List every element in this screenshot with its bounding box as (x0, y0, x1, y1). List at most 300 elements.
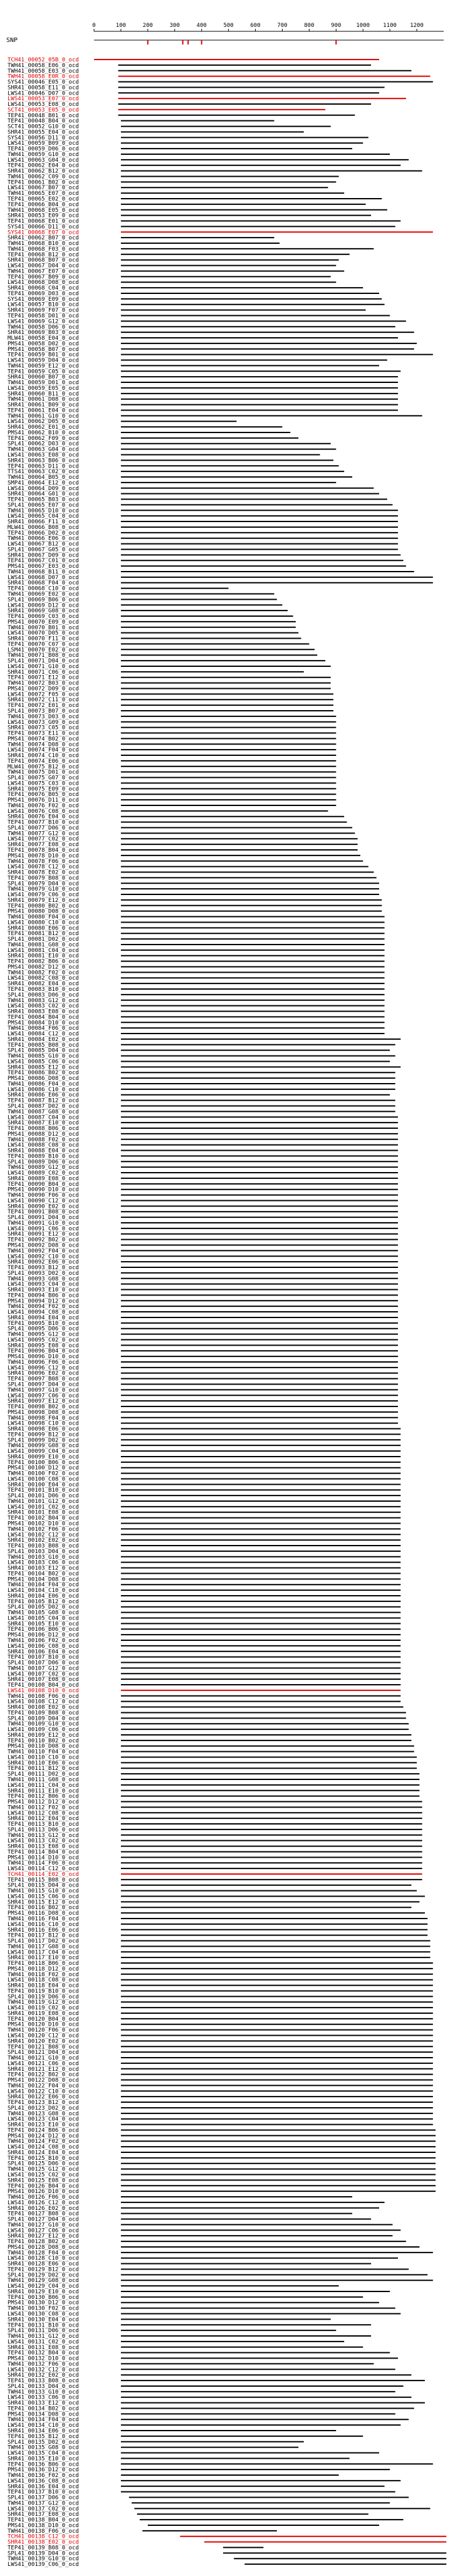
row-label: TWH41_00105_G08_0_ocd (8, 1610, 79, 1616)
row-label: LWS41_00059_B09_0_ocd (8, 140, 79, 147)
row-label: SPL41_00099_D02_0_ocd (8, 1437, 79, 1444)
row-label: TEP41_00120_B04_0_ocd (8, 2016, 79, 2023)
row-label: TEP41_00110_B02_0_ocd (8, 1737, 79, 1744)
row-label: TWH41_00058_E03_0_ocd (8, 68, 79, 75)
row-label: SHR41_00126_E02_0_ocd (8, 2205, 79, 2212)
row-label: MLW41_00075_B12_0_ocd (8, 763, 79, 770)
row-label: LWS41_00129_C04_0_ocd (8, 2283, 79, 2290)
row-label: SHR41_00132_E02_0_ocd (8, 2372, 79, 2379)
row-label: PMS41_00078_D10_0_ocd (8, 852, 79, 859)
row-label: SHR41_00066_F11_0_ocd (8, 519, 79, 526)
read-rows (8, 57, 446, 2568)
row-label: TEP41_00066_D02_0_ocd (8, 530, 79, 537)
row-label: SHR41_00053_E09_0_ocd (8, 212, 79, 219)
row-label: LWS41_00082_C08_0_ocd (8, 975, 79, 982)
row-label: LWS41_00068_D07_0_ocd (8, 574, 79, 581)
row-label: SPL41_00081_D02_0_ocd (8, 936, 79, 943)
row-label: TWH41_00090_F06_0_ocd (8, 1192, 79, 1199)
row-label: TWH41_00092_F04_0_ocd (8, 1248, 79, 1255)
row-label: PMS41_00082_D12_0_ocd (8, 964, 79, 971)
row-label: LWS41_00069_D12_0_ocd (8, 602, 79, 609)
row-label: TEP41_00124_B06_0_ocd (8, 2127, 79, 2134)
row-label: LWS41_00130_C08_0_ocd (8, 2311, 79, 2318)
row-label: SPL41_00123_D02_0_ocd (8, 2105, 79, 2112)
row-label: TEP41_00084_B04_0_ocd (8, 1014, 79, 1021)
row-label: TEP41_00068_C10_0_ocd (8, 585, 79, 592)
row-label: TWH41_00068_E05_0_ocd (8, 207, 79, 214)
row-label: LWS41_00075_C03_0_ocd (8, 780, 79, 787)
row-label: TEP41_00048_B01_0_ocd (8, 112, 79, 119)
row-label: PMS41_00058_D02_0_ocd (8, 340, 79, 347)
row-label: SHR41_00100_E04_0_ocd (8, 1482, 79, 1489)
row-label: LWS41_00081_C04_0_ocd (8, 947, 79, 954)
row-label: LWS41_00109_C06_0_ocd (8, 1727, 79, 1734)
row-label: LWS41_00123_C04_0_ocd (8, 2116, 79, 2123)
row-label: TEP41_00070_C07_0_ocd (8, 641, 79, 648)
row-label: LWS41_00131_C02_0_ocd (8, 2338, 79, 2345)
row-label: TWH41_00109_G10_0_ocd (8, 1721, 79, 1728)
row-label: LWS41_00111_C04_0_ocd (8, 1782, 79, 1789)
row-label: TWH41_00094_F02_0_ocd (8, 1304, 79, 1311)
row-label: SHR41_00099_E10_0_ocd (8, 1453, 79, 1460)
row-label: TEP41_00108_B04_0_ocd (8, 1682, 79, 1689)
row-label: SHR41_00131_E08_0_ocd (8, 2344, 79, 2351)
row-label: SPL41_00077_D06_0_ocd (8, 825, 79, 832)
row-label: SHR41_00074_C10_0_ocd (8, 753, 79, 760)
row-label: TWH41_00107_G12_0_ocd (8, 1665, 79, 1672)
row-label: SPL41_00125_D06_0_ocd (8, 2160, 79, 2167)
row-label: TWH41_00068_B10_0_ocd (8, 241, 79, 248)
row-label: SHR41_00069_F07_0_ocd (8, 307, 79, 314)
row-label: TEP41_00136_B06_0_ocd (8, 2461, 79, 2468)
row-label: TWH41_00118_F02_0_ocd (8, 1971, 79, 1978)
row-label: LWS41_00114_C12_0_ocd (8, 1866, 79, 1873)
row-label: SPL41_00137_D06_0_ocd (8, 2495, 79, 2501)
row-label: TWH41_00120_F06_0_ocd (8, 2027, 79, 2034)
snp-label: SNP (6, 37, 18, 44)
row-label: LSM41_00070_E02_0_ocd (8, 647, 79, 654)
row-label: SPL41_00097_D04_0_ocd (8, 1381, 79, 1388)
row-label: TWH41_00074_D08_0_ocd (8, 741, 79, 748)
row-label: SPL41_00107_D06_0_ocd (8, 1660, 79, 1667)
row-label: LWS41_00083_C02_0_ocd (8, 1003, 79, 1010)
row-label: TEP41_00107_B10_0_ocd (8, 1654, 79, 1661)
row-label: TEP41_00102_B04_0_ocd (8, 1515, 79, 1522)
row-label: TWH41_00084_F06_0_ocd (8, 1025, 79, 1032)
row-label: PMS41_00126_D10_0_ocd (8, 2189, 79, 2196)
row-label: TEP41_00063_D11_0_ocd (8, 463, 79, 470)
row-label: SHR41_00112_E04_0_ocd (8, 1816, 79, 1823)
row-label: PMS41_00120_D10_0_ocd (8, 2021, 79, 2028)
x-tick-label: 900 (331, 23, 342, 29)
row-label: TEP41_00115_B08_0_ocd (8, 1877, 79, 1883)
row-label: PMS41_00090_D10_0_ocd (8, 1186, 79, 1193)
row-label: PMS41_00094_D12_0_ocd (8, 1298, 79, 1305)
row-label: TWH41_00070_B01_0_ocd (8, 624, 79, 631)
row-label: TWH41_00068_B11_0_ocd (8, 568, 79, 575)
row-label: LWS41_00046_D07_0_ocd (8, 90, 79, 97)
row-label: SYS41_00066_D11_0_ocd (8, 224, 79, 231)
x-tick-label: 1100 (383, 23, 397, 29)
row-label: TEP41_00069_C03_0_ocd (8, 614, 79, 620)
row-label: LWS41_00134_C10_0_ocd (8, 2422, 79, 2429)
row-label: SPL41_00117_D02_0_ocd (8, 1938, 79, 1945)
row-label: PMS41_00130_D12_0_ocd (8, 2300, 79, 2306)
row-label: TEP41_00080_B02_0_ocd (8, 903, 79, 909)
row-label: SYS41_00046_E05_0_ocd (8, 79, 79, 86)
row-label: TEP41_00138_B04_0_ocd (8, 2517, 79, 2524)
row-label: TEP41_00079_B08_0_ocd (8, 875, 79, 882)
row-label: TWH41_00099_G08_0_ocd (8, 1443, 79, 1450)
row-label: TWH41_00069_E02_0_ocd (8, 591, 79, 598)
row-label: TWH41_00080_F04_0_ocd (8, 914, 79, 921)
row-label: TWH41_00134_F04_0_ocd (8, 2417, 79, 2424)
row-label: SHR41_00118_E04_0_ocd (8, 1982, 79, 1989)
row-label: PMS41_00074_B02_0_ocd (8, 736, 79, 743)
row-label: LWS41_00063_E08_0_ocd (8, 452, 79, 459)
row-label: SHR41_00091_E12_0_ocd (8, 1231, 79, 1238)
row-label: SHR41_00119_E08_0_ocd (8, 2010, 79, 2017)
row-label: MLW41_00058_E04_0_ocd (8, 335, 79, 342)
row-label: SHR41_00090_E02_0_ocd (8, 1203, 79, 1210)
row-label: PMS41_00070_E09_0_ocd (8, 619, 79, 626)
row-label: TEP41_00061_E04_0_ocd (8, 407, 79, 414)
row-label: LWS41_00117_C04_0_ocd (8, 1949, 79, 1956)
row-label: LWS41_00089_C02_0_ocd (8, 1170, 79, 1177)
row-label: SPL41_00131_D06_0_ocd (8, 2328, 79, 2335)
row-label: TWH41_00113_G12_0_ocd (8, 1832, 79, 1839)
row-label: TCH41_00114_E02_0_ocd (8, 1871, 79, 1878)
row-label: SHR41_00081_E10_0_ocd (8, 953, 79, 960)
row-label: LWS41_00104_C10_0_ocd (8, 1588, 79, 1594)
row-label: TEP41_00066_B04_0_ocd (8, 201, 79, 208)
row-label: TWH41_00125_G12_0_ocd (8, 2166, 79, 2173)
row-label: LWS41_00085_C06_0_ocd (8, 1059, 79, 1065)
row-label: PMS41_00104_D08_0_ocd (8, 1576, 79, 1583)
row-label: LWS41_00070_D05_0_ocd (8, 630, 79, 637)
row-label: SPL41_00091_D04_0_ocd (8, 1215, 79, 1222)
row-label: LWS41_00094_C08_0_ocd (8, 1309, 79, 1316)
row-label: SPL41_00113_D06_0_ocd (8, 1826, 79, 1833)
row-label: LWS41_00053_E07_0_ocd (8, 96, 79, 103)
row-label: SHR41_00061_B09_0_ocd (8, 402, 79, 409)
row-label: TEP41_00133_B08_0_ocd (8, 2378, 79, 2385)
row-label: TEP41_00062_F09_0_ocd (8, 435, 79, 442)
row-label: SHR41_00060_B11_0_ocd (8, 390, 79, 397)
row-label: TWH41_00108_F06_0_ocd (8, 1693, 79, 1700)
row-label: LWS41_00136_C08_0_ocd (8, 2478, 79, 2484)
row-label: TEP41_00106_B06_0_ocd (8, 1626, 79, 1633)
row-label: TWH41_00119_G12_0_ocd (8, 1999, 79, 2006)
row-label: TWH41_00128_F04_0_ocd (8, 2249, 79, 2256)
row-label: TEP41_00097_B08_0_ocd (8, 1376, 79, 1383)
row-label: LWS41_00065_C04_0_ocd (8, 513, 79, 520)
row-label: TWH41_00067_E07_0_ocd (8, 268, 79, 275)
row-label: LWS41_00124_C08_0_ocd (8, 2144, 79, 2151)
row-label: TEP41_00134_B02_0_ocd (8, 2406, 79, 2412)
row-label: TCH41_00138_C12_0_ocd (8, 2533, 79, 2540)
row-label: TEP41_00059_D06_0_ocd (8, 146, 79, 153)
row-label: SHR41_00079_E12_0_ocd (8, 897, 79, 904)
x-tick-label: 500 (223, 23, 234, 29)
row-label: SPL41_00085_D04_0_ocd (8, 1047, 79, 1054)
row-label: SHR41_00077_E08_0_ocd (8, 842, 79, 849)
row-label: TEP41_00090_B04_0_ocd (8, 1181, 79, 1188)
row-label: SHR41_00109_E12_0_ocd (8, 1732, 79, 1739)
row-label: LWS41_00101_C02_0_ocd (8, 1504, 79, 1511)
row-label: TEP41_00067_B09_0_ocd (8, 274, 79, 281)
row-label: LWS41_00071_G10_0_ocd (8, 663, 79, 670)
row-label: SYS41_00056_D11_0_ocd (8, 135, 79, 142)
row-label: LWS41_00087_C04_0_ocd (8, 1114, 79, 1121)
row-label: TWH41_00066_E06_0_ocd (8, 535, 79, 542)
row-label: TEP41_00095_B10_0_ocd (8, 1320, 79, 1327)
row-label: TEP41_00077_B10_0_ocd (8, 819, 79, 826)
row-label: SPL41_00121_D04_0_ocd (8, 2050, 79, 2056)
row-label: TEP41_00085_B08_0_ocd (8, 1042, 79, 1049)
row-label: SHR41_00086_E06_0_ocd (8, 1092, 79, 1099)
row-label: TEP41_00104_B02_0_ocd (8, 1571, 79, 1578)
x-tick-label: 100 (115, 23, 127, 29)
row-label: LWS41_00091_C06_0_ocd (8, 1225, 79, 1232)
row-label: TWH41_00078_F06_0_ocd (8, 858, 79, 865)
row-label: SHR41_00068_C04_0_ocd (8, 285, 79, 292)
row-label: TWH41_00117_G08_0_ocd (8, 1944, 79, 1950)
row-label: SHR41_00120_E02_0_ocd (8, 2038, 79, 2045)
row-label: TWH41_00088_F02_0_ocd (8, 1136, 79, 1143)
row-label: TEP41_00082_B06_0_ocd (8, 958, 79, 965)
row-label: TWH41_00073_D03_0_ocd (8, 713, 79, 720)
row-label: SPL41_00127_D04_0_ocd (8, 2216, 79, 2223)
row-label: PMS41_00134_D08_0_ocd (8, 2411, 79, 2418)
row-label: TEP41_00083_B10_0_ocd (8, 987, 79, 993)
row-label: TEP41_00059_C05_0_ocd (8, 369, 79, 375)
row-label: PMS41_00112_D12_0_ocd (8, 1799, 79, 1806)
row-label: SHR41_00073_C05_0_ocd (8, 725, 79, 731)
row-label: TWH41_00122_F04_0_ocd (8, 2083, 79, 2090)
row-label: TWH41_00091_G10_0_ocd (8, 1220, 79, 1227)
row-label: TWH41_00058_E0R_0_ocd (8, 73, 79, 80)
row-label: PMS41_00122_D08_0_ocd (8, 2077, 79, 2084)
row-label: TEP41_00112_B06_0_ocd (8, 1793, 79, 1800)
row-label: PMS41_00086_D08_0_ocd (8, 1076, 79, 1082)
row-label: LWS41_00073_G09_0_ocd (8, 719, 79, 726)
row-label: TEP41_00109_B08_0_ocd (8, 1710, 79, 1717)
row-label: SPL41_00139_D04_0_ocd (8, 2550, 79, 2557)
row-label: TWH41_00115_G10_0_ocd (8, 1888, 79, 1895)
row-label: LWS41_00092_C10_0_ocd (8, 1254, 79, 1260)
row-label: SHR41_00092_E06_0_ocd (8, 1259, 79, 1266)
row-label: TEP41_00069_D03_0_ocd (8, 290, 79, 297)
row-label: TWH41_00116_F04_0_ocd (8, 1916, 79, 1923)
row-label: TWH41_00059_D01_0_ocd (8, 380, 79, 387)
row-label: SHR41_00134_E06_0_ocd (8, 2427, 79, 2434)
x-axis (92, 23, 444, 31)
row-label: SHR41_00097_E12_0_ocd (8, 1398, 79, 1405)
row-label: PMS41_00116_D08_0_ocd (8, 1910, 79, 1917)
row-label: TTS41_00063_C02_0_ocd (8, 469, 79, 476)
row-label: TEP41_00073_E11_0_ocd (8, 730, 79, 737)
row-label: TEP41_00068_E01_0_ocd (8, 218, 79, 225)
row-label: PMS41_00110_D08_0_ocd (8, 1743, 79, 1750)
row-label: TEP41_00100_B06_0_ocd (8, 1459, 79, 1466)
row-label: TEP41_00076_B05_0_ocd (8, 792, 79, 798)
x-tick-label: 0 (92, 23, 96, 29)
row-label: SPL41_00133_D04_0_ocd (8, 2383, 79, 2390)
row-label: TWH41_00083_G12_0_ocd (8, 997, 79, 1004)
row-label: TEP41_00126_B04_0_ocd (8, 2183, 79, 2190)
row-label: TWH41_00065_D10_0_ocd (8, 508, 79, 515)
row-label: TWH41_00114_F06_0_ocd (8, 1860, 79, 1867)
row-label: LWS41_00106_C08_0_ocd (8, 1643, 79, 1650)
row-label: PMS41_00096_D10_0_ocd (8, 1354, 79, 1361)
row-label: TWH41_00072_B03_0_ocd (8, 680, 79, 687)
row-label: SPL41_00111_D02_0_ocd (8, 1771, 79, 1778)
row-label: TWH41_00068_F03_0_ocd (8, 246, 79, 253)
snp-track (6, 37, 444, 45)
row-label: TWH41_00121_G10_0_ocd (8, 2055, 79, 2062)
row-label: LWS41_00125_C02_0_ocd (8, 2172, 79, 2179)
row-label: TWH41_00086_F04_0_ocd (8, 1081, 79, 1087)
row-label: TWH41_00124_F02_0_ocd (8, 2139, 79, 2145)
row-label: SHR41_00088_E04_0_ocd (8, 1148, 79, 1154)
row-label: SHR41_00107_E08_0_ocd (8, 1677, 79, 1683)
row-label: TWH41_00130_F02_0_ocd (8, 2305, 79, 2312)
row-label: LWS41_00069_G12_0_ocd (8, 318, 79, 325)
row-label: SHR41_00076_E04_0_ocd (8, 814, 79, 820)
row-label: SPL41_00065_E07_0_ocd (8, 502, 79, 509)
row-label: SHR41_00101_E08_0_ocd (8, 1509, 79, 1516)
row-label: LWS41_00068_D08_0_ocd (8, 280, 79, 286)
row-label: SHR41_00133_E12_0_ocd (8, 2400, 79, 2407)
row-label: PMS41_00128_D08_0_ocd (8, 2244, 79, 2251)
row-label: TEP41_00135_B12_0_ocd (8, 2433, 79, 2440)
row-label: SPL41_00093_D02_0_ocd (8, 1270, 79, 1277)
row-label: SHR41_00089_E08_0_ocd (8, 1175, 79, 1182)
row-label: TWH41_00059_E12_0_ocd (8, 363, 79, 370)
row-label: TEP41_00132_B04_0_ocd (8, 2350, 79, 2357)
row-label: TWH41_00131_G12_0_ocd (8, 2333, 79, 2340)
row-label: SHR41_00127_E12_0_ocd (8, 2233, 79, 2240)
row-label: LWS41_00064_D09_0_ocd (8, 485, 79, 492)
row-label: LWS41_00078_C12_0_ocd (8, 864, 79, 871)
row-label: TWH41_00098_F04_0_ocd (8, 1415, 79, 1422)
row-label: LWS41_00084_C12_0_ocd (8, 1031, 79, 1038)
row-label: TEP41_00117_B12_0_ocd (8, 1932, 79, 1939)
row-label: SPL41_00071_D04_0_ocd (8, 658, 79, 665)
row-label: LWS41_00059_E05_0_ocd (8, 385, 79, 392)
row-label: SPL41_00109_D04_0_ocd (8, 1715, 79, 1722)
row-label: TEP41_00059_B01_0_ocd (8, 352, 79, 359)
row-label: SPL41_00075_G07_0_ocd (8, 775, 79, 782)
row-label: SHR41_00105_E10_0_ocd (8, 1621, 79, 1628)
row-label: TEP41_00068_B12_0_ocd (8, 251, 79, 258)
row-label: LWS41_00103_C06_0_ocd (8, 1559, 79, 1566)
row-label: LWS41_00121_C06_0_ocd (8, 2060, 79, 2067)
row-label: PMS41_00098_D08_0_ocd (8, 1409, 79, 1416)
row-label: LWS41_00132_C12_0_ocd (8, 2367, 79, 2374)
row-label: SHR41_00116_E06_0_ocd (8, 1927, 79, 1934)
x-tick-label: 1000 (356, 23, 370, 29)
row-label: LWS41_00099_C04_0_ocd (8, 1448, 79, 1455)
row-label: LWS41_00096_C12_0_ocd (8, 1364, 79, 1371)
row-label: PMS41_00072_D09_0_ocd (8, 686, 79, 693)
row-label: SHR41_00062_B12_0_ocd (8, 168, 79, 175)
row-label: TWH41_00076_F02_0_ocd (8, 802, 79, 809)
row-label: SMP41_00064_E12_0_ocd (8, 479, 79, 486)
row-label: TEP41_00127_B08_0_ocd (8, 2211, 79, 2217)
row-label: SHR41_00138_E02_0_ocd (8, 2539, 79, 2546)
row-label: SPL41_00115_D04_0_ocd (8, 1882, 79, 1889)
row-label: TEP41_00093_B12_0_ocd (8, 1265, 79, 1272)
x-tick-label: 300 (169, 23, 180, 29)
row-label: SHR41_00064_G01_0_ocd (8, 491, 79, 498)
row-label: TWH41_00104_F04_0_ocd (8, 1582, 79, 1589)
row-label: PMS41_00076_D11_0_ocd (8, 797, 79, 804)
row-label: LWS41_00120_C12_0_ocd (8, 2033, 79, 2039)
row-label: PMS41_00088_D12_0_ocd (8, 1131, 79, 1138)
x-tick-label: 800 (304, 23, 315, 29)
row-label: SPL41_00067_G05_0_ocd (8, 547, 79, 553)
row-label: SPL41_00135_D02_0_ocd (8, 2439, 79, 2446)
row-label: TWH41_00077_G12_0_ocd (8, 830, 79, 837)
row-label: TEP41_00092_B02_0_ocd (8, 1237, 79, 1243)
row-label: TWH41_00062_C09_0_ocd (8, 174, 79, 181)
row-label: TEP41_00129_B12_0_ocd (8, 2266, 79, 2273)
row-label: LWS41_00137_C02_0_ocd (8, 2506, 79, 2513)
row-label: LWS41_00086_C10_0_ocd (8, 1086, 79, 1093)
row-label: TWH41_00106_F02_0_ocd (8, 1637, 79, 1644)
row-label: TEP41_00139_B08_0_ocd (8, 2545, 79, 2552)
row-label: LWS41_00074_F04_0_ocd (8, 747, 79, 754)
row-label: LWS41_00115_C06_0_ocd (8, 1893, 79, 1900)
row-label: SPL41_00101_D06_0_ocd (8, 1493, 79, 1500)
row-label: SYS41_00069_E09_0_ocd (8, 296, 79, 303)
row-label: TWH41_00111_G08_0_ocd (8, 1777, 79, 1784)
row-label: SPL41_00129_D02_0_ocd (8, 2272, 79, 2279)
row-label: PMS41_00080_D08_0_ocd (8, 908, 79, 915)
row-label: SCT41_00052_G10_0_ocd (8, 123, 79, 130)
row-label: TEP41_00122_B02_0_ocd (8, 2071, 79, 2078)
row-label: TEP41_00091_B08_0_ocd (8, 1209, 79, 1216)
row-label: TWH41_00085_G10_0_ocd (8, 1053, 79, 1060)
row-label: TEP41_00071_E12_0_ocd (8, 674, 79, 681)
row-label: SHR41_00135_E10_0_ocd (8, 2456, 79, 2463)
row-label: TEP41_00103_B08_0_ocd (8, 1543, 79, 1550)
row-label: SHR41_00117_E10_0_ocd (8, 1955, 79, 1962)
row-label: SPL41_00069_B06_0_ocd (8, 597, 79, 604)
row-label: TEP41_00128_B02_0_ocd (8, 2239, 79, 2246)
row-label: TWH41_00127_G10_0_ocd (8, 2222, 79, 2229)
row-label: TEP41_00118_B06_0_ocd (8, 1961, 79, 1967)
row-label: SHR41_00121_E12_0_ocd (8, 2066, 79, 2073)
row-label: LWS41_00118_C08_0_ocd (8, 1977, 79, 1984)
row-label: TWH41_00101_G12_0_ocd (8, 1498, 79, 1505)
row-label: TWH41_00136_F02_0_ocd (8, 2473, 79, 2479)
row-label: LWS41_00126_C12_0_ocd (8, 2199, 79, 2206)
row-label: TWH41_00138_F06_0_ocd (8, 2528, 79, 2535)
row-label: SHR41_00075_E09_0_ocd (8, 786, 79, 793)
row-label: TEP41_00087_B12_0_ocd (8, 1097, 79, 1104)
row-label: TWH41_00126_F06_0_ocd (8, 2194, 79, 2201)
row-label: TWH41_00133_G10_0_ocd (8, 2389, 79, 2395)
row-label: LWS41_00128_C10_0_ocd (8, 2255, 79, 2262)
row-label: TWH41_00095_G12_0_ocd (8, 1331, 79, 1338)
row-label: SHR41_00078_E02_0_ocd (8, 869, 79, 876)
row-label: TEP41_00105_B12_0_ocd (8, 1598, 79, 1605)
row-label: SHR41_00087_E10_0_ocd (8, 1120, 79, 1127)
row-label: PMS41_00067_E03_0_ocd (8, 563, 79, 570)
